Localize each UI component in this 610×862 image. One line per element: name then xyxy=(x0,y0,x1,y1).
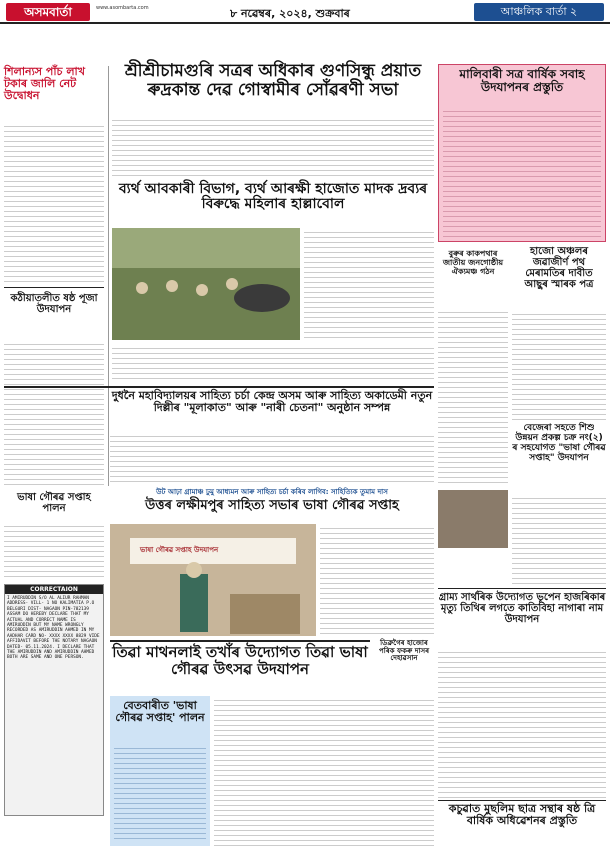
story-14-body xyxy=(214,696,434,846)
story-4-box xyxy=(438,64,606,242)
story-16-title: কচুৱাত মুছলিম ছাত্ৰ সন্থাৰ ষষ্ঠ ত্ৰি বাৰ্ষিক অধিৱেশনৰ প্ৰস্তুতি xyxy=(448,802,596,828)
divider xyxy=(438,800,606,801)
story-1-body xyxy=(4,122,104,282)
stage-photo xyxy=(110,524,316,636)
story-10-photo xyxy=(110,524,316,636)
story-1 xyxy=(4,66,104,102)
lead-story-body xyxy=(112,116,434,178)
story-4-title: মালিবাৰী সত্ৰ বাৰ্ষিক সবাহ উদযাপনৰ প্ৰস্তুতি xyxy=(459,67,585,95)
story-7-body xyxy=(512,310,606,420)
protest-photo xyxy=(112,228,300,340)
banner-text: ভাষা গৌৰৱ সপ্তাহ উদযাপন xyxy=(140,546,219,554)
correction-title: CORRECTAION xyxy=(5,585,103,594)
story-10-body xyxy=(320,524,434,636)
story-15-body xyxy=(114,744,206,842)
story-15-title: বেতবাৰীত 'ভাষা গৌৰৱ সপ্তাহ' পালন xyxy=(115,699,205,725)
story-10-kicker: উট আঢ়া গ্ৰামাঞ্চ ঢুমু আধ্যমন আৰু সাহিত্য চৰ্চা কৰিব লাগিব: সাহিত্যিক তুমাম দাস xyxy=(156,488,388,496)
story-5-title: ব্যৰ্থ আবকাৰী বিভাগ, ব্যৰ্থ আৰক্ষী হাজোত মাদক দ্ৰব্যৰ বিৰুদ্ধে মহিলাৰ হাল্লাবোল xyxy=(118,181,428,213)
story-5-body xyxy=(304,228,434,340)
story-13 xyxy=(438,592,606,625)
section-label: আঞ্চলিক বাৰ্তা ২ xyxy=(474,3,604,21)
story-9 xyxy=(4,492,104,514)
newspaper-logo: অসমবাৰ্তা xyxy=(6,3,90,21)
story-11-title: ডিব্ৰুগৈৰ হাজোৰ পৰিক ফকৰু দাসৰ দেহাৱসান xyxy=(378,639,430,663)
story-4-body xyxy=(443,107,601,237)
correction-body: I AMIRUDDIN S/O AL ALIUR RAHMAN ADDRESS- VILL- 1 NO KALIMATIA P.O BELGURI DIST- NAGAON PIN-782139 ASSAM DO HEREBY DECLARE THAT MY ACTUAL AND CORRECT NAME IS AMIRUDDIN BUT MY NAME WRONGLY RECORDED AS AMIRUDDIN AHMED IN MY AADHAR CARD NO- XXXX XXXX 8829 VIDE AFFIDAVIT BEFORE THE NOTARY NAGAON DATED- 05.11.2024. I DECLARE THAT THE AMIRUDDIN AND AMIRUDDIN AHMED BOTH ARE SAME AND ONE PERSON. xyxy=(7,596,100,661)
lead-story xyxy=(112,62,434,99)
masthead xyxy=(0,0,610,24)
story-11 xyxy=(374,640,434,663)
story-8-title: দুধনৈ মহাবিদ্যালয়ৰ সাহিত্য চৰ্চা কেন্দ্ৰ অসম আৰু সাহিত্য অকাডেমী নতুন দিল্লীৰ "মূলাকাত" আৰু "নাৰী চেতনা" অনুষ্ঠান সম্পন্ন xyxy=(111,389,433,415)
story-8 xyxy=(110,390,434,414)
correction-notice xyxy=(4,584,104,816)
story-15-box xyxy=(110,696,210,846)
story-14 xyxy=(110,644,370,677)
story-5 xyxy=(112,182,434,213)
story-13-title: গ্ৰাম্য সাৰ্থৰিক উদ্যোগত ভূপেন হাজৰিকাৰ মৃত্যু তিথিৰ লগতে কাতিবিহা নাগাৰা নাম উদযাপন xyxy=(438,592,606,625)
issue-date: ৮ নৱেম্বৰ, ২০২৪, শুক্ৰবাৰ xyxy=(230,7,350,20)
story-1-title: শিলান্যস পাঁচ লাখ টকাৰ জালি নেট উদ্বোধন xyxy=(4,65,85,103)
masthead-small-text: www.asombarta.com xyxy=(96,5,149,11)
divider xyxy=(4,287,104,288)
story-8-body xyxy=(110,432,434,484)
divider xyxy=(438,588,606,589)
story-6-title: বুৰুৰ কাকপথাৰ জাতীয় জনগোষ্ঠীয় ঐক্যমঞ্চ গঠন xyxy=(442,249,504,276)
story-16 xyxy=(438,803,606,827)
column-rule xyxy=(108,66,109,486)
story-6-body xyxy=(438,308,508,486)
story-2 xyxy=(4,293,104,315)
story-10-title: উত্তৰ লক্ষীমপুৰ সাহিত্য সভাৰ ভাষা গৌৰৱ সপ্তাহ xyxy=(145,498,399,513)
story-10 xyxy=(110,488,434,513)
story-12 xyxy=(512,424,606,464)
story-6 xyxy=(438,250,508,276)
story-9-title: ভাষা গৌৰৱ সপ্তাহ পালন xyxy=(17,492,91,514)
story-12-title: বেজেৰা সহতে শিশু উন্নয়ন প্ৰকল্প চক্ৰ নং(২) ৰ সহযোগত "ভাষা গৌৰৱ সপ্তাহ" উদযাপন xyxy=(512,423,606,463)
divider xyxy=(110,640,370,642)
story-7 xyxy=(512,246,606,290)
divider xyxy=(4,386,434,388)
story-12-body xyxy=(512,494,606,584)
story-9-body xyxy=(4,522,104,580)
story-7-title: হাজো অঞ্চলৰ জৱাজীৰ্ণ পথ মেৰামতিৰ দাবীত আছুৰ স্মাৰক পত্ৰ xyxy=(524,246,594,290)
story-5-photo xyxy=(112,228,300,340)
story-5-body-2 xyxy=(112,344,434,382)
story-14-title: তিৱা মাথনলাই তখাঁৰ উদ্যোগত তিৱা ভাষা গৌৰৱ উৎসৱ উদযাপন xyxy=(112,643,368,678)
story-13-body xyxy=(438,648,606,798)
story-11-photo xyxy=(438,490,508,548)
lead-story-title: শ্ৰীশ্ৰীচামগুৰি সত্ৰৰ অধিকাৰ গুণসিন্ধু প্ৰয়াত ৰুদ্ৰকান্ত দেৱ গোস্বামীৰ সোঁৱৰণী সভা xyxy=(124,61,422,100)
story-2-title: কঠীয়াতলীত ষষ্ঠ পূজা উদযাপন xyxy=(10,293,98,315)
story-2-body xyxy=(4,340,104,485)
